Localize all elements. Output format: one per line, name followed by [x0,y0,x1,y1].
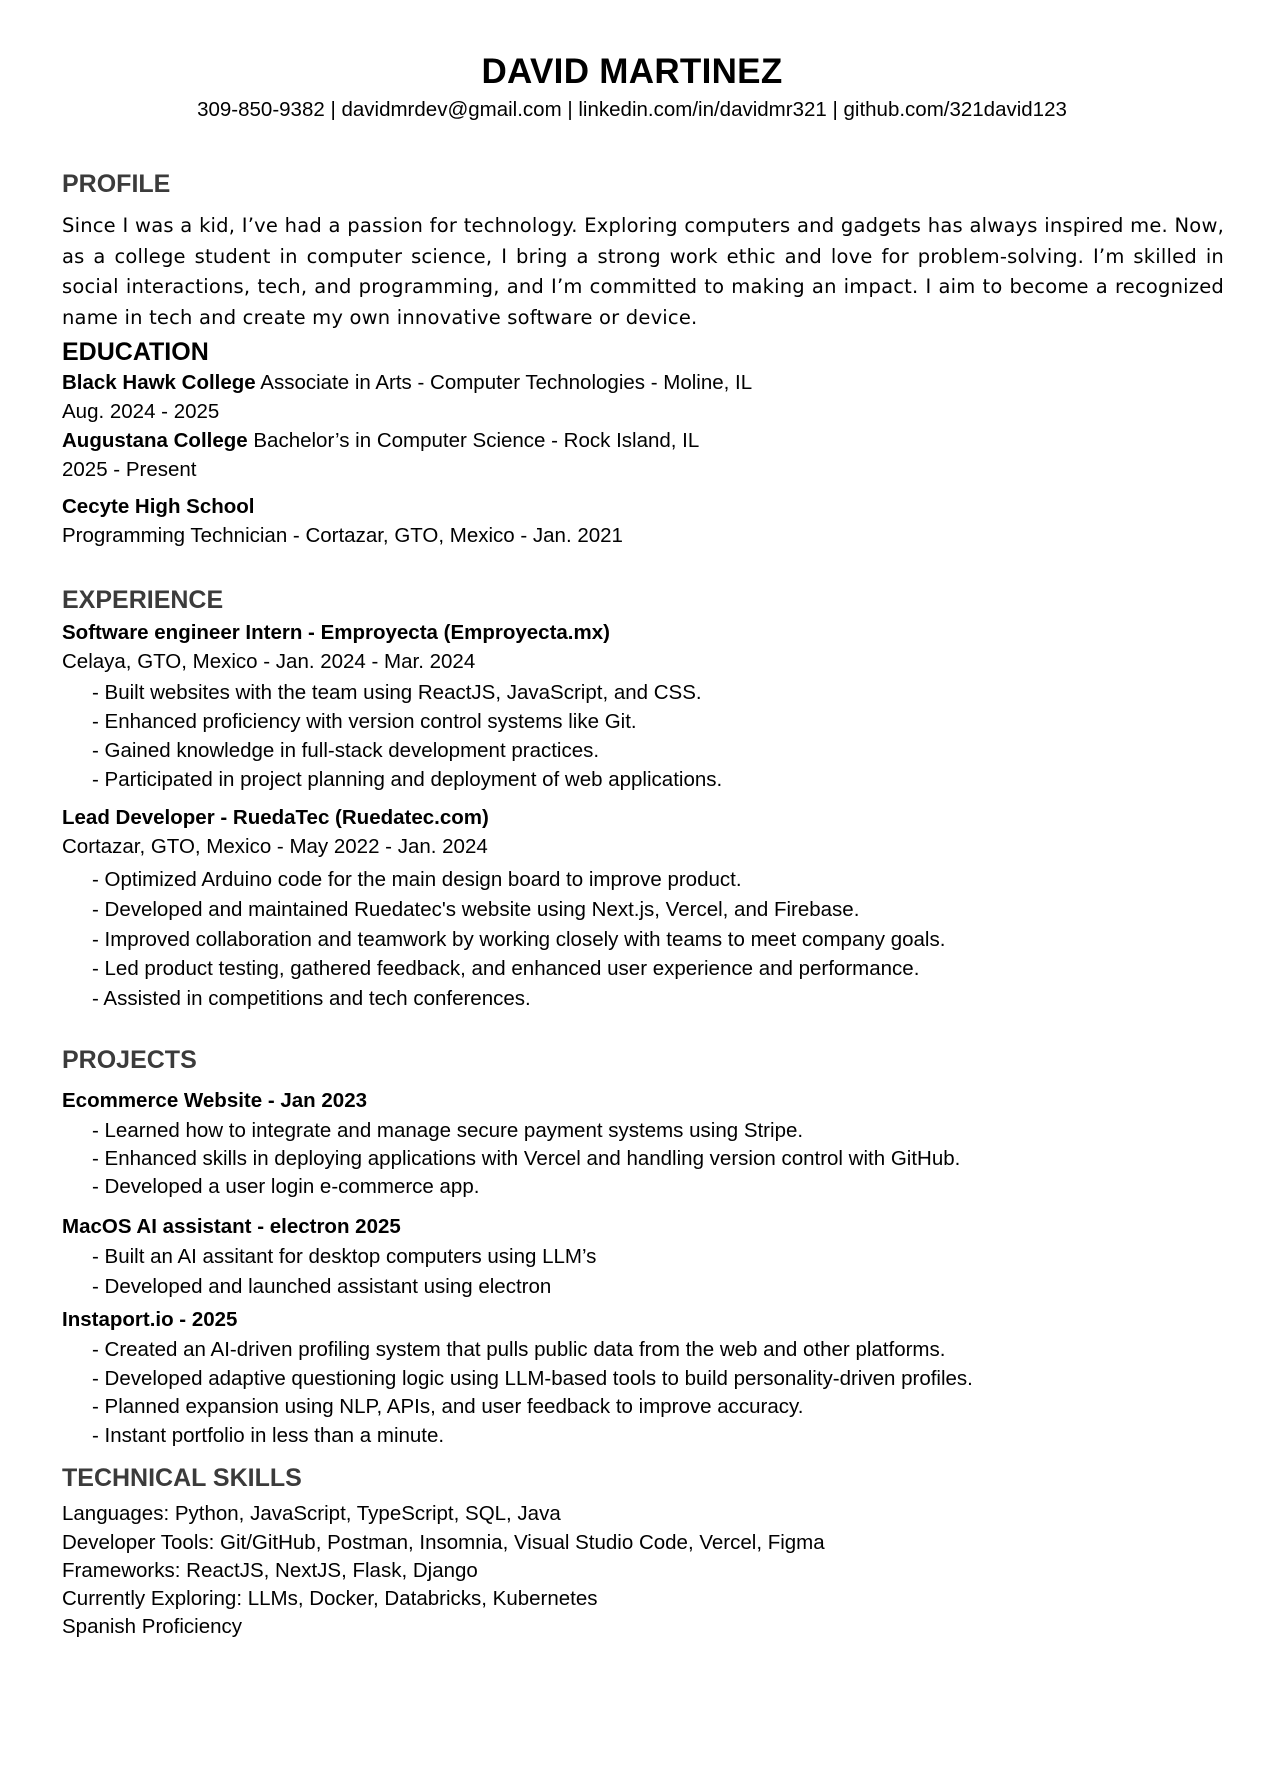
education-school: Cecyte High School [62,495,255,518]
education-detail: Bachelor’s in Computer Science - Rock Island, IL [247,429,700,452]
resume-name: DAVID MARTINEZ [481,52,783,91]
job-bullet: - Led product testing, gathered feedback, and enhanced user experience and performance. [92,957,920,980]
job-title: Lead Developer - RuedaTec (Ruedatec.com) [62,806,489,829]
job-bullet: - Built websites with the team using ReactJS, JavaScript, and CSS. [92,681,702,704]
contact-line: 309-850-9382 | davidmrdev@gmail.com | linkedin.com/in/davidmr321 | github.com/321david123 [197,98,1067,121]
job-bullet: - Developed and maintained Ruedatec's website using Next.js, Vercel, and Firebase. [92,898,860,921]
education-dates: Aug. 2024 - 2025 [62,400,220,423]
experience-heading: EXPERIENCE [62,586,224,614]
education-entry [62,427,699,455]
education-dates: 2025 - Present [62,458,197,481]
job-bullet: - Improved collaboration and teamwork by working closely with teams to meet company goals. [92,928,946,951]
project-bullet: - Enhanced skills in deploying applications with Vercel and handling version control with GitHub. [92,1147,961,1170]
education-school: Black Hawk College [62,371,256,394]
profile-heading: PROFILE [62,170,171,198]
education-heading: EDUCATION [62,338,209,366]
project-bullet: - Learned how to integrate and manage secure payment systems using Stripe. [92,1119,804,1142]
job-location: Celaya, GTO, Mexico - Jan. 2024 - Mar. 2024 [62,650,476,673]
education-detail: Associate in Arts - Computer Technologies - Moline, IL [255,371,753,394]
skills-line: Developer Tools: Git/GitHub, Postman, Insomnia, Visual Studio Code, Vercel, Figma [62,1531,825,1554]
project-bullet: - Developed adaptive questioning logic using LLM-based tools to build personality-driven profiles. [92,1367,973,1390]
project-title: MacOS AI assistant - electron 2025 [62,1215,401,1238]
education-entry [62,369,752,397]
job-bullet: - Gained knowledge in full-stack development practices. [92,739,600,762]
project-bullet: - Built an AI assitant for desktop computers using LLM’s [92,1245,597,1268]
job-bullet: - Participated in project planning and deployment of web applications. [92,768,723,791]
project-bullet: - Developed and launched assistant using electron [92,1275,552,1298]
skills-heading: TECHNICAL SKILLS [62,1464,302,1492]
education-detail: Programming Technician - Cortazar, GTO, Mexico - Jan. 2021 [62,524,623,547]
project-bullet: - Planned expansion using NLP, APIs, and user feedback to improve accuracy. [92,1395,804,1418]
skills-line: Frameworks: ReactJS, NextJS, Flask, Django [62,1559,478,1582]
job-title: Software engineer Intern - Emproyecta (Emproyecta.mx) [62,621,610,644]
education-school: Augustana College [62,429,248,452]
skills-line: Spanish Proficiency [62,1615,243,1638]
project-bullet: - Developed a user login e-commerce app. [92,1175,480,1198]
skills-line: Languages: Python, JavaScript, TypeScript, SQL, Java [62,1502,561,1525]
job-location: Cortazar, GTO, Mexico - May 2022 - Jan. 2024 [62,835,488,858]
job-bullet: - Optimized Arduino code for the main design board to improve product. [92,868,742,891]
skills-line: Currently Exploring: LLMs, Docker, Databricks, Kubernetes [62,1587,598,1610]
project-title: Ecommerce Website - Jan 2023 [62,1089,367,1112]
project-bullet: - Instant portfolio in less than a minute. [92,1424,445,1447]
project-bullet: - Created an AI-driven profiling system that pulls public data from the web and other platforms. [92,1338,946,1361]
job-bullet: - Enhanced proficiency with version control systems like Git. [92,710,637,733]
projects-heading: PROJECTS [62,1046,197,1074]
project-title: Instaport.io - 2025 [62,1308,238,1331]
job-bullet: - Assisted in competitions and tech conferences. [92,987,531,1010]
profile-text: Since I was a kid, I’ve had a passion for technology. Exploring computers and gadgets has always inspired me. Now, as a college student in computer science, I bring a strong work ethic and love for problem-solving. I’m skilled in social interactions, tech, and programming, and I’m committed to making an impact. I aim to become a recognized name in tech and create my own innovative software or device. [62,214,1224,329]
